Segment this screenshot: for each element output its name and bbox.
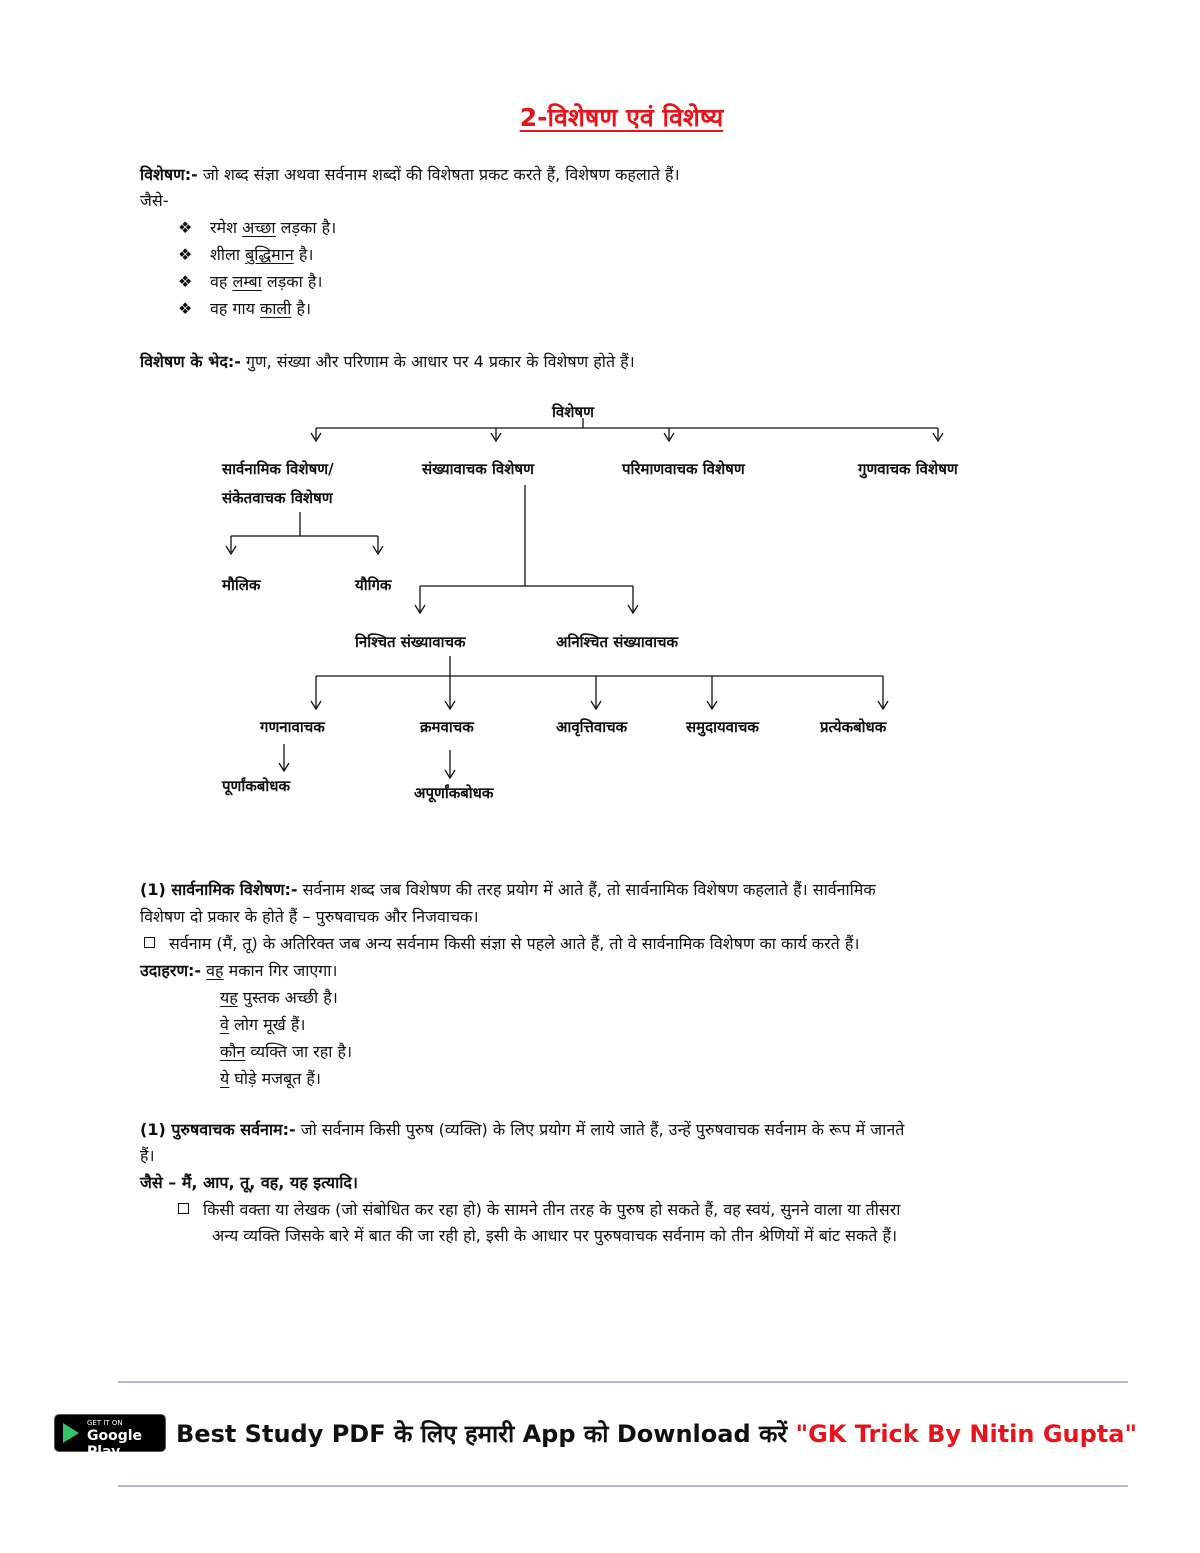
list-item: ❖ रमेश अच्छा लड़का है।: [178, 214, 336, 241]
section1-line1: (1) सार्वनामिक विशेषण:- सर्वनाम शब्द जब विशेषण की तरह प्रयोग में आते हैं, तो सार्वनामिक विशेषण कहलाते हैं। सार्वनामिक: [140, 880, 876, 899]
tree-node-nishchit: निश्चित संख्यावाचक: [355, 633, 466, 651]
checkbox-bullet-icon: [144, 937, 155, 948]
highlight-word: बुद्धिमान: [245, 245, 294, 264]
footer-promo-text: Best Study PDF के लिए हमारी App को Download करें "GK Trick By Nitin Gupta": [176, 1420, 1137, 1448]
section2-jaise: जैसे – मैं, आप, तू, वह, यह इत्यादि।: [140, 1173, 358, 1192]
definition-text: जो शब्द संज्ञा अथवा सर्वनाम शब्दों की विशेषता प्रकट करते हैं, विशेषण कहलाते हैं।: [197, 165, 680, 184]
list-item: ❖ वह गाय काली है।: [178, 295, 311, 322]
checkbox-bullet-icon: [178, 1203, 189, 1214]
section2-line1: (1) पुरुषवाचक सर्वनाम:- जो सर्वनाम किसी पुरुष (व्यक्ति) के लिए प्रयोग में लाये जाते हैं, उन्हें पुरुषवाचक सर्वनाम के रूप में जानते: [140, 1120, 905, 1139]
tree-node-pratyekbodhak: प्रत्येकबोधक: [820, 718, 887, 736]
tree-node-sanketvachak: संकेतवाचक विशेषण: [222, 489, 333, 507]
tree-node-sankhyavachak: संख्यावाचक विशेषण: [422, 460, 534, 478]
types-label: विशेषण के भेद:-: [140, 352, 241, 371]
tree-node-yaugik: यौगिक: [355, 576, 392, 594]
tree-node-maulik: मौलिक: [222, 576, 261, 594]
page-title: 2-विशेषण एवं विशेष्य: [519, 103, 724, 132]
list-item: कौन व्यक्ति जा रहा है।: [220, 1042, 353, 1061]
tree-node-gunvachak: गुणवाचक विशेषण: [858, 460, 958, 478]
section1-note: सर्वनाम (मैं, तू) के अतिरिक्त जब अन्य सर्वनाम किसी संज्ञा से पहले आते हैं, तो वे सार्वनामिक विशेषण का कार्य करते हैं।: [144, 930, 859, 957]
tree-node-gananavachak: गणनावाचक: [260, 718, 325, 736]
highlight-word: लम्बा: [232, 272, 262, 291]
list-item: यह पुस्तक अच्छी है।: [220, 988, 338, 1007]
tree-node-samudayvachak: समुदायवाचक: [686, 718, 759, 736]
play-icon: [63, 1423, 79, 1443]
section1-label: (1) सार्वनामिक विशेषण:-: [140, 880, 298, 899]
tree-node-avrittivachak: आवृत्तिवाचक: [556, 718, 628, 736]
app-name: "GK Trick By Nitin Gupta": [795, 1420, 1137, 1448]
section2-note: किसी वक्ता या लेखक (जो संबोधित कर रहा हो) के सामने तीन तरह के पुरुष हो सकते हैं, वह स्वयं, सुनने वाला या तीसरा: [178, 1196, 900, 1223]
section2-note-cont: अन्य व्यक्ति जिसके बारे में बात की जा रही हो, इसी के आधार पर पुरुषवाचक सर्वनाम को तीन श्रेणियों में बांट सकते हैं।: [212, 1226, 898, 1245]
bullet-icon: ❖: [178, 299, 193, 318]
jaise-label: जैसे-: [140, 191, 169, 210]
footer-divider-top: [118, 1381, 1128, 1383]
tree-node-purnankbodhak: पूर्णांकबोधक: [222, 777, 290, 795]
tree-node-sarvanamik: सार्वनामिक विशेषण/: [222, 460, 334, 478]
tree-node-anishchit: अनिश्चित संख्यावाचक: [556, 633, 678, 651]
section2-label: (1) पुरुषवाचक सर्वनाम:-: [140, 1120, 296, 1139]
tree-node-parimaanvachak: परिमाणवाचक विशेषण: [622, 460, 745, 478]
highlight-word: अच्छा: [242, 218, 276, 237]
tree-root: विशेषण: [552, 403, 594, 421]
example-label: उदाहरण:-: [140, 961, 202, 980]
section1-example-line: उदाहरण:- वह मकान गिर जाएगा।: [140, 961, 338, 980]
definition-label: विशेषण:-: [140, 165, 198, 184]
section1-line2: विशेषण दो प्रकार के होते हैं – पुरुषवाचक और निजवाचक।: [140, 907, 479, 926]
tree-node-apurnankbodhak: अपूर्णांकबोधक: [414, 784, 494, 802]
bullet-icon: ❖: [178, 272, 193, 291]
list-item: वे लोग मूर्ख हैं।: [220, 1015, 306, 1034]
list-item: ❖ शीला बुद्धिमान है।: [178, 241, 313, 268]
bullet-icon: ❖: [178, 218, 193, 237]
highlight-word: काली: [260, 299, 292, 318]
google-play-badge[interactable]: GET IT ON Google Play: [54, 1414, 166, 1452]
section2-line2: हैं।: [140, 1146, 155, 1165]
footer-divider-bottom: [118, 1485, 1128, 1487]
types-text: गुण, संख्या और परिणाम के आधार पर 4 प्रकार के विशेषण होते हैं।: [240, 352, 635, 371]
bullet-icon: ❖: [178, 245, 193, 264]
list-item: ये घोड़े मजबूत हैं।: [220, 1069, 321, 1088]
tree-node-kramvachak: क्रमवाचक: [420, 718, 474, 736]
list-item: ❖ वह लम्बा लड़का है।: [178, 268, 322, 295]
